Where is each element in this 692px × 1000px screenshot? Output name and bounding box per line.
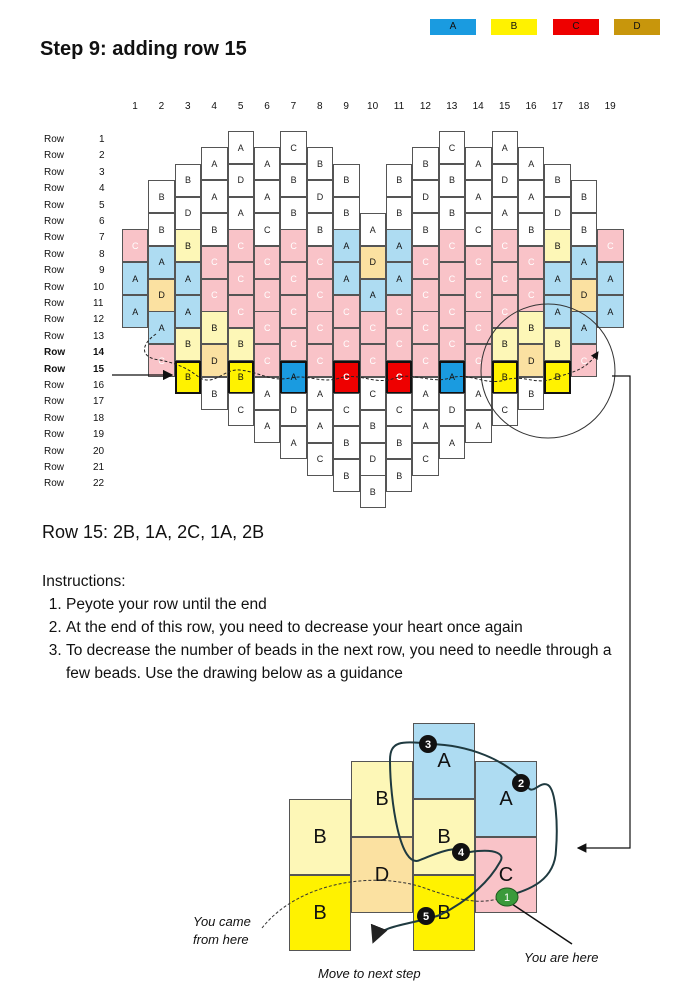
- bead: C: [412, 344, 438, 377]
- zoom-bead-label: A: [499, 787, 513, 810]
- row-word: Row: [44, 478, 65, 490]
- bead: B: [412, 213, 438, 246]
- bead: D: [228, 164, 254, 197]
- bead: C: [228, 295, 254, 328]
- bead: C: [333, 295, 359, 328]
- bead: A: [228, 131, 254, 164]
- column-number: 3: [185, 101, 191, 112]
- bead: B: [333, 197, 359, 230]
- bead: C: [465, 246, 491, 279]
- bead: C: [122, 229, 148, 262]
- row-word: Row: [44, 265, 65, 277]
- bead: C: [254, 344, 280, 377]
- note-text: Move to next step: [318, 966, 421, 981]
- bead: A: [544, 262, 570, 295]
- bead: A: [386, 262, 412, 295]
- bead: A: [465, 377, 491, 410]
- column-number: 12: [419, 101, 431, 112]
- bead: C: [280, 295, 306, 328]
- row-instruction: Row 15: 2B, 1A, 2C, 1A, 2B: [42, 522, 265, 542]
- row-word: Row: [44, 347, 66, 359]
- step-number: 1: [503, 892, 511, 904]
- step-number: 4: [457, 847, 465, 859]
- row-word: Row: [44, 445, 65, 457]
- zoom-bead-label: B: [313, 825, 327, 848]
- bead: D: [571, 279, 597, 312]
- row-number: 1: [99, 134, 105, 145]
- bead: B: [148, 213, 174, 246]
- bead: A: [439, 361, 465, 394]
- bead: D: [280, 393, 306, 426]
- row-number: 20: [93, 445, 105, 457]
- bead: D: [360, 246, 386, 279]
- bead: A: [148, 311, 174, 344]
- bead: B: [360, 410, 386, 443]
- bead: B: [280, 164, 306, 197]
- bead: B: [439, 197, 465, 230]
- row-word: Row: [44, 216, 65, 227]
- bead: B: [228, 361, 254, 394]
- row-word: Row: [44, 183, 65, 195]
- bead: A: [280, 426, 306, 459]
- bead: A: [597, 262, 623, 295]
- bead: A: [254, 180, 280, 213]
- bead: C: [492, 393, 518, 426]
- bead: A: [122, 295, 148, 328]
- bead: C: [412, 311, 438, 344]
- bead: B: [544, 229, 570, 262]
- row-number: 4: [99, 183, 105, 195]
- bead: B: [412, 147, 438, 180]
- column-number: 16: [525, 101, 537, 112]
- bead: A: [280, 361, 306, 394]
- bead: C: [439, 262, 465, 295]
- bead: A: [201, 147, 227, 180]
- column-number: 13: [446, 101, 458, 112]
- bead: C: [280, 229, 306, 262]
- bead: A: [492, 131, 518, 164]
- row-word: Row: [44, 199, 65, 211]
- bead: A: [307, 410, 333, 443]
- bead: A: [175, 295, 201, 328]
- bead: C: [307, 311, 333, 344]
- column-number: 5: [237, 101, 244, 112]
- bead: D: [439, 393, 465, 426]
- bead: A: [412, 377, 438, 410]
- bead: C: [254, 213, 280, 246]
- zoom-bead-label: C: [498, 863, 514, 886]
- bead: B: [201, 213, 227, 246]
- zoom-bead-label: B: [313, 901, 327, 924]
- bead: B: [518, 311, 544, 344]
- bead: A: [518, 147, 544, 180]
- bead: D: [544, 197, 570, 230]
- bead: A: [254, 377, 280, 410]
- bead: B: [571, 213, 597, 246]
- column-number: 6: [264, 101, 270, 112]
- bead: D: [360, 443, 386, 476]
- bead: C: [571, 344, 597, 377]
- bead: C: [360, 344, 386, 377]
- row-number: 3: [99, 166, 105, 178]
- bead: B: [201, 377, 227, 410]
- bead: B: [518, 377, 544, 410]
- row-word: Row: [44, 412, 65, 424]
- bead: A: [518, 180, 544, 213]
- step-number: 5: [422, 911, 430, 923]
- bead: B: [518, 213, 544, 246]
- bead: B: [386, 426, 412, 459]
- bead: A: [492, 197, 518, 230]
- bead: D: [307, 180, 333, 213]
- bead: B: [307, 147, 333, 180]
- bead: C: [465, 311, 491, 344]
- column-number: 2: [158, 101, 165, 112]
- row-number: 6: [99, 216, 105, 227]
- bead: B: [175, 229, 201, 262]
- bead: C: [439, 131, 465, 164]
- bead: B: [307, 213, 333, 246]
- bead: B: [360, 475, 386, 508]
- you-are-here-note: [524, 950, 598, 965]
- page-title: Step 9: adding row 15: [40, 38, 247, 60]
- bead: C: [201, 246, 227, 279]
- bead: C: [254, 311, 280, 344]
- bead: C: [386, 361, 412, 394]
- row-number: 12: [93, 314, 105, 326]
- bead: B: [175, 164, 201, 197]
- bead: B: [386, 197, 412, 230]
- legend-label: C: [572, 21, 580, 32]
- step-number: 2: [517, 778, 525, 790]
- bead: A: [360, 213, 386, 246]
- bead: C: [465, 344, 491, 377]
- row-word: Row: [44, 166, 65, 178]
- bead: C: [307, 344, 333, 377]
- row-word: Row: [44, 298, 65, 309]
- column-number: 18: [578, 101, 590, 112]
- bead: B: [544, 328, 570, 361]
- column-number: 7: [290, 101, 297, 112]
- row-number: 2: [99, 150, 105, 162]
- bead: B: [333, 426, 359, 459]
- zoom-bead-label: B: [437, 825, 451, 848]
- bead: A: [254, 147, 280, 180]
- bead: B: [228, 328, 254, 361]
- bead: C: [333, 361, 359, 394]
- bead: C: [412, 279, 438, 312]
- note-text: You came from here: [193, 914, 251, 947]
- step-number: 3: [424, 739, 432, 751]
- row-word: Row: [44, 363, 66, 375]
- bead: C: [360, 311, 386, 344]
- bead: C: [307, 443, 333, 476]
- bead: B: [492, 361, 518, 394]
- bead: A: [465, 147, 491, 180]
- bead: D: [412, 180, 438, 213]
- bead: C: [518, 246, 544, 279]
- row-word: Row: [44, 429, 65, 441]
- bead: A: [465, 180, 491, 213]
- bead: C: [386, 328, 412, 361]
- bead: C: [333, 328, 359, 361]
- bead: B: [439, 164, 465, 197]
- instruction-item: 2. At the end of this row, you need to decrease your heart once again: [66, 616, 626, 639]
- zoom-bead-label: D: [374, 863, 390, 886]
- bead: B: [386, 459, 412, 492]
- bead: C: [360, 377, 386, 410]
- bead: C: [492, 262, 518, 295]
- bead: B: [175, 361, 201, 394]
- bead: C: [439, 229, 465, 262]
- row-number: 16: [93, 380, 105, 391]
- bead: C: [228, 393, 254, 426]
- bead: B: [148, 180, 174, 213]
- instruction-item: 1. Peyote your row until the end: [66, 593, 626, 616]
- column-number: 11: [393, 101, 405, 112]
- legend-label: A: [449, 21, 457, 32]
- bead: B: [571, 180, 597, 213]
- bead: A: [228, 197, 254, 230]
- bead: B: [333, 459, 359, 492]
- row-word: Row: [44, 330, 65, 342]
- column-number: 14: [472, 101, 484, 112]
- bead: C: [386, 295, 412, 328]
- bead: D: [201, 344, 227, 377]
- bead: A: [333, 229, 359, 262]
- row-word: Row: [44, 396, 65, 408]
- bead: B: [280, 197, 306, 230]
- bead: D: [148, 279, 174, 312]
- bead: B: [492, 328, 518, 361]
- bead: A: [597, 295, 623, 328]
- bead: A: [412, 410, 438, 443]
- bead: C: [412, 246, 438, 279]
- bead: C: [492, 295, 518, 328]
- bead: C: [386, 393, 412, 426]
- bead: B: [175, 328, 201, 361]
- row-word: Row: [44, 314, 65, 326]
- bead: C: [492, 229, 518, 262]
- bead: A: [386, 229, 412, 262]
- row-word: Row: [44, 232, 65, 244]
- legend-label: D: [633, 21, 641, 32]
- bead: A: [122, 262, 148, 295]
- column-number: 4: [211, 101, 217, 112]
- bead: A: [333, 262, 359, 295]
- bead: A: [544, 295, 570, 328]
- column-number: 1: [132, 101, 138, 112]
- bead: C: [280, 262, 306, 295]
- bead: C: [465, 279, 491, 312]
- bead: C: [201, 279, 227, 312]
- row-word: Row: [44, 281, 65, 293]
- row-word: Row: [44, 380, 65, 391]
- column-number: 17: [551, 101, 563, 112]
- row-number: 19: [93, 429, 105, 441]
- instructions-heading: Instructions:: [42, 573, 126, 590]
- needle-path: [374, 742, 557, 940]
- bead: C: [307, 279, 333, 312]
- bead: D: [492, 164, 518, 197]
- row-word: Row: [44, 462, 65, 473]
- row-number: 18: [93, 412, 105, 424]
- bead: B: [386, 164, 412, 197]
- next-step-note: [318, 966, 421, 981]
- bead: A: [571, 311, 597, 344]
- bead: C: [412, 443, 438, 476]
- bead: C: [597, 229, 623, 262]
- column-number: 9: [343, 101, 349, 112]
- bead: C: [280, 131, 306, 164]
- incoming-thread: [262, 880, 500, 928]
- row-number: 5: [99, 199, 105, 211]
- bead: C: [307, 246, 333, 279]
- row-number: 21: [93, 462, 105, 473]
- instruction-item: 3. To decrease the number of beads in the next row, you need to needle through a few beads. Use the drawing below as a guidance: [66, 639, 626, 685]
- row-number: 10: [93, 281, 105, 293]
- bead: A: [148, 246, 174, 279]
- zoom-bead-label: B: [375, 787, 389, 810]
- row-word: Row: [44, 134, 65, 145]
- bead: C: [465, 213, 491, 246]
- bead: C: [228, 229, 254, 262]
- row-word: Row: [44, 150, 65, 162]
- zoom-bead-label: A: [437, 749, 451, 772]
- row-number: 14: [93, 347, 105, 359]
- column-number: 8: [317, 101, 323, 112]
- bead: C: [518, 279, 544, 312]
- bead: B: [201, 311, 227, 344]
- bead: B: [544, 361, 570, 394]
- bead: C: [228, 262, 254, 295]
- bead: C: [254, 246, 280, 279]
- bead: A: [201, 180, 227, 213]
- row-number: 8: [99, 248, 105, 260]
- zoom-bead-label: B: [437, 901, 451, 924]
- legend-label: B: [510, 21, 518, 32]
- bead: A: [175, 262, 201, 295]
- bead: B: [333, 164, 359, 197]
- came-from-note: [193, 913, 269, 949]
- note-text: You are here: [524, 950, 599, 965]
- bead: A: [254, 410, 280, 443]
- column-number: 19: [604, 101, 616, 112]
- row-number: 9: [99, 265, 105, 277]
- bead: C: [333, 393, 359, 426]
- row-number: 22: [93, 478, 105, 490]
- bead: A: [439, 426, 465, 459]
- bead: D: [518, 344, 544, 377]
- column-number: 10: [367, 101, 379, 112]
- row-number: 7: [99, 232, 105, 244]
- bead: C: [254, 279, 280, 312]
- bead: A: [360, 279, 386, 312]
- row-number: 11: [93, 298, 104, 309]
- column-number: 15: [499, 101, 511, 112]
- bead: C: [280, 328, 306, 361]
- bead: C: [439, 295, 465, 328]
- bead: C: [439, 328, 465, 361]
- bead: A: [465, 410, 491, 443]
- row-word: Row: [44, 248, 65, 260]
- bead: C: [148, 344, 174, 377]
- bead: A: [571, 246, 597, 279]
- bead: A: [307, 377, 333, 410]
- row-number: 15: [93, 363, 105, 375]
- row-number: 17: [93, 396, 105, 408]
- bead: B: [544, 164, 570, 197]
- row-number: 13: [93, 330, 105, 342]
- you-are-here-pointer: [512, 904, 572, 944]
- bead: D: [175, 197, 201, 230]
